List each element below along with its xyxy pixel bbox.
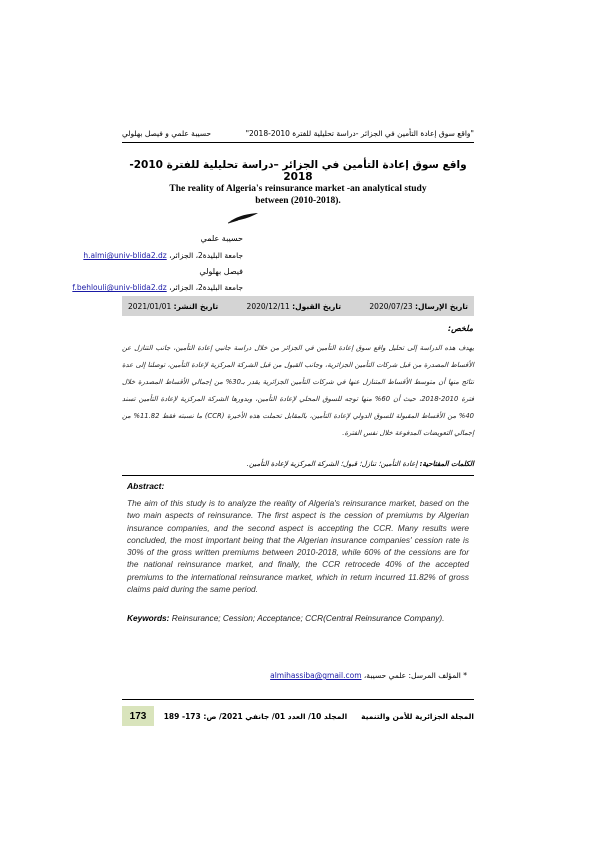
corresponding-author bbox=[270, 671, 467, 680]
header-divider bbox=[122, 142, 474, 143]
running-head bbox=[122, 129, 474, 138]
date-accepted-label: تاريخ القبول: bbox=[292, 301, 342, 311]
footer-divider bbox=[122, 699, 474, 700]
abstract-divider bbox=[122, 475, 474, 476]
english-keywords bbox=[127, 613, 472, 623]
author-1-name: حسيبة علمي bbox=[200, 234, 243, 243]
date-published bbox=[128, 302, 218, 311]
author-2-email[interactable]: f.behlouli@univ-blida2.dz bbox=[72, 283, 167, 292]
author-1-affiliation bbox=[83, 251, 243, 260]
corresponding-label: المؤلف المرسل: علمي حسيبة، bbox=[363, 671, 461, 680]
arabic-abstract: يهدف هذه الدراسة إلى تحليل واقع سوق إعادة التأمين في الجزائر من خلال دراسة جانبي إعادة التأمين، جانب التنازل عن الأقساط المصدرة من قبل شركات التأمين الجزائرية، وجانب القبول من قبل الشركة المركزية لإعادة التأمين، توصلنا إلى عدة نتائج منها أن متوسط الأقساط المتنازل عنها في شركات التأمين الجزائرية يقدر بـ30% من إجمالي الأقساط المصدرة خلال فترة 2010-2018، حيث أن 60% منها توجه للسوق المحلي لإعادة التأمين، وبدورها الشركة المركزية لإعادة التأمين تسند 40% من الأقساط المقبولة للسوق الدولي لإعادة التأمين، بالمقابل تحملت هذه الأخيرة (CCR) ما نسبته فقط 11.82% من إجمالي التعويضات المدفوعة خلال نفس الفترة. bbox=[122, 344, 475, 437]
arabic-keywords bbox=[122, 460, 474, 468]
running-head-title: "واقع سوق إعادة التأمين في الجزائر -دراسة تحليلية للفترة 2010-2018" bbox=[245, 129, 474, 138]
date-sent-label: تاريخ الإرسال: bbox=[415, 301, 468, 311]
author-1-institution: جامعة البليدة2، الجزائر، bbox=[169, 251, 243, 260]
running-head-authors: حسيبة علمي و فيصل بهلولي bbox=[122, 129, 212, 138]
date-sent bbox=[369, 302, 468, 311]
english-keywords-text: Reinsurance; Cession; Acceptance; CCR(Central Reinsurance Company). bbox=[169, 613, 445, 623]
author-2-institution: جامعة البليدة2، الجزائر، bbox=[169, 283, 243, 292]
journal-name: المجلة الجزائرية للأمن والتنمية bbox=[361, 711, 474, 721]
arabic-keywords-label: الكلمات المفتاحية: bbox=[419, 460, 474, 468]
corresponding-email[interactable]: almihassiba@gmail.com bbox=[270, 671, 362, 680]
date-published-value: 2021/01/01 bbox=[128, 301, 172, 311]
date-sent-value: 2020/07/23 bbox=[369, 301, 413, 311]
arabic-keywords-text: إعادة التأمين؛ تنازل؛ قبول؛ الشركة المركزية لإعادة التأمين. bbox=[246, 460, 418, 468]
date-published-label: تاريخ النشر: bbox=[173, 301, 219, 311]
footnote-marker: * bbox=[463, 671, 467, 680]
english-keywords-label: Keywords: bbox=[127, 613, 170, 623]
dates-bar bbox=[122, 296, 474, 316]
page-number: 173 bbox=[122, 706, 154, 726]
author-2-name: فيصل بهلولي bbox=[199, 267, 243, 276]
footer bbox=[122, 706, 474, 726]
arabic-title: واقع سوق إعادة التأمين في الجزائر –دراسة تحليلية للفترة 2010-2018 bbox=[129, 159, 467, 183]
english-title: The reality of Algeria's reinsurance market -an analytical study between (2010-2018). bbox=[169, 184, 427, 206]
issue-info: المجلد 10/ العدد 01/ جانفي 2021/ ص: 173- 189 bbox=[163, 711, 348, 721]
author-1-email[interactable]: h.almi@univ-blida2.dz bbox=[83, 251, 167, 260]
author-2-affiliation bbox=[72, 283, 243, 292]
date-accepted-value: 2020/12/11 bbox=[246, 301, 290, 311]
date-accepted bbox=[247, 302, 341, 311]
feather-pen-icon bbox=[228, 212, 260, 224]
arabic-summary-heading: ملخص: bbox=[447, 324, 473, 333]
english-abstract-heading: Abstract: bbox=[127, 481, 165, 491]
english-abstract: The aim of this study is to analyze the reality of Algeria's reinsurance market, based on the two main aspects of reinsurance. The first aspect is the cession of premiums by Algerian insurance companies, and the second aspect is accepting the CCR. Many results were concluded, the most important being that the Algerian insurance companies' cession rate is 30% of the gross written premiums between 2010-2018, while 60% of the cessions are for the national reinsurance market, and finally, the CCR retrocede 40% of the accepted premiums to the international reinsurance market, which in return incurred 11.82% of gross claims paid during the same period. bbox=[127, 498, 469, 595]
